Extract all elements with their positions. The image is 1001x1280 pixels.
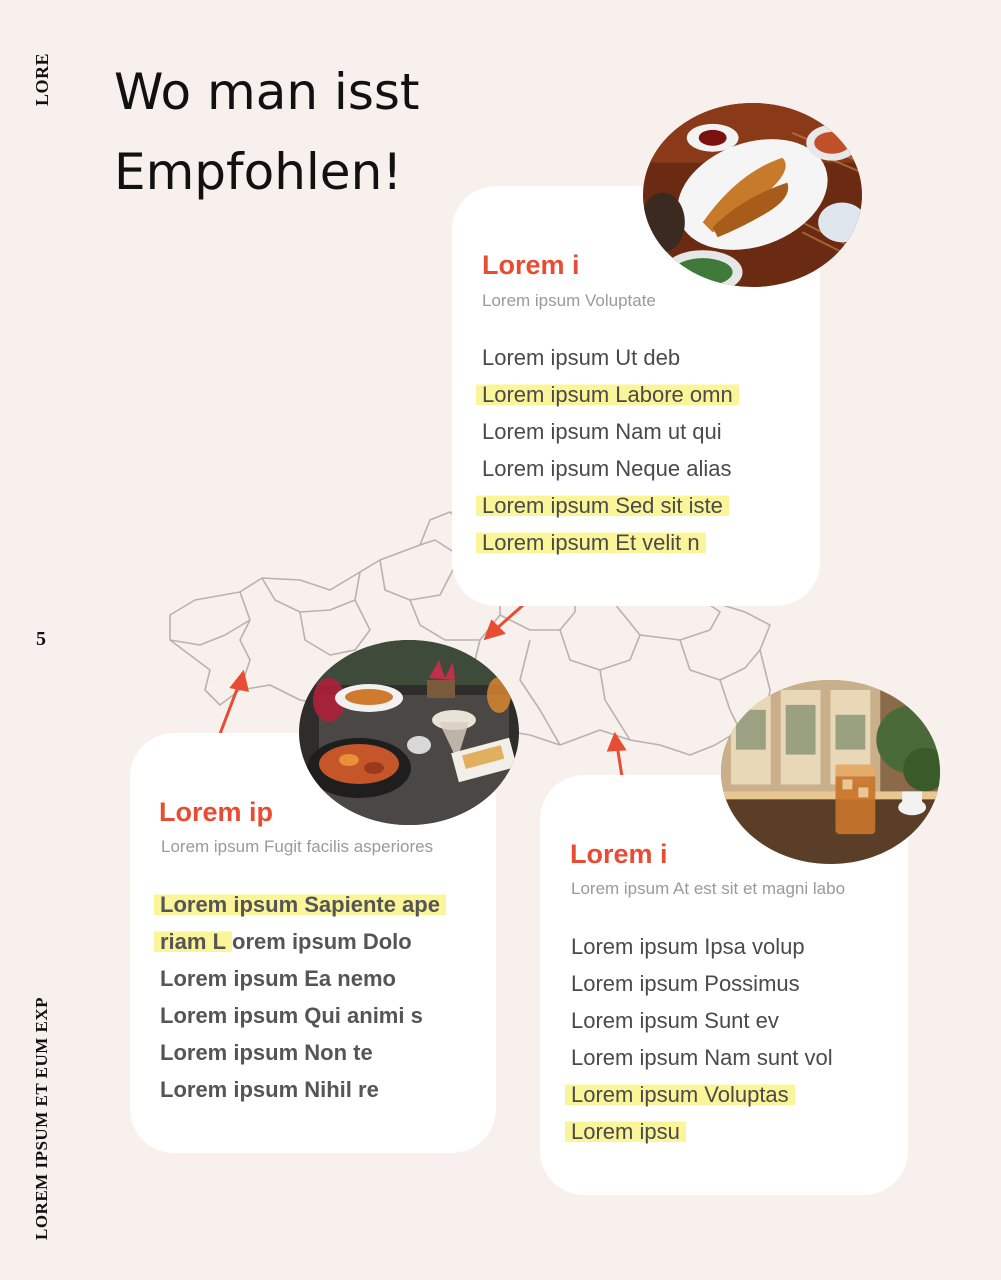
- list-item: Lorem ipsu: [571, 1113, 833, 1150]
- card-1-title: Lorem i: [482, 250, 580, 280]
- list-item: Lorem ipsum Ipsa volup: [571, 934, 805, 959]
- card-2-title: Lorem ip: [159, 797, 274, 827]
- list-item: Lorem ipsum Nihil re: [160, 1077, 379, 1102]
- arrow-2-head: [232, 673, 247, 690]
- card-1-list: [482, 339, 739, 561]
- list-item: Lorem ipsum Sed sit iste: [482, 487, 739, 524]
- card-3-subtitle: Lorem ipsum At est sit et magni labo: [571, 879, 846, 898]
- page-number: 5: [36, 628, 47, 650]
- card-3-title: Lorem i: [570, 839, 668, 869]
- list-item: Lorem ipsum Nam ut qui: [482, 419, 722, 444]
- title-line-1: Wo man isst: [114, 63, 420, 121]
- list-item: Lorem ipsum Et velit n: [482, 524, 739, 561]
- fish-dish-photo: [643, 103, 862, 287]
- list-item: Lorem ipsum Qui animi s: [160, 1003, 423, 1028]
- list-item: Lorem ipsum Voluptas: [571, 1076, 833, 1113]
- list-item: Lorem ipsum Sapiente ape: [160, 886, 446, 923]
- side-label-bottom: LOREM IPSUM ET EUM EXP: [32, 996, 51, 1240]
- list-item: Lorem ipsum Ea nemo: [160, 966, 396, 991]
- list-item: Lorem ipsum Nam sunt vol: [571, 1045, 833, 1070]
- card-2-list: [160, 886, 446, 1108]
- card-1-subtitle: Lorem ipsum Voluptate: [482, 291, 656, 310]
- list-item: Lorem ipsum Neque alias: [482, 456, 732, 481]
- list-item: riam L orem ipsum Dolo: [160, 923, 446, 960]
- list-item: Lorem ipsum Non te: [160, 1040, 373, 1065]
- table-spread-photo: [299, 640, 519, 825]
- side-label-top: LORE: [32, 52, 52, 106]
- list-item: Lorem ipsum Possimus: [571, 971, 800, 996]
- list-item: Lorem ipsum Labore omn: [482, 376, 739, 413]
- card-3-list: [571, 928, 833, 1150]
- list-item: Lorem ipsum Sunt ev: [571, 1008, 779, 1033]
- title-line-2: Empfohlen!: [114, 143, 403, 201]
- list-item: Lorem ipsum Ut deb: [482, 345, 681, 370]
- iced-tea-photo: [721, 680, 940, 864]
- card-2-subtitle: Lorem ipsum Fugit facilis asperiores: [161, 837, 434, 856]
